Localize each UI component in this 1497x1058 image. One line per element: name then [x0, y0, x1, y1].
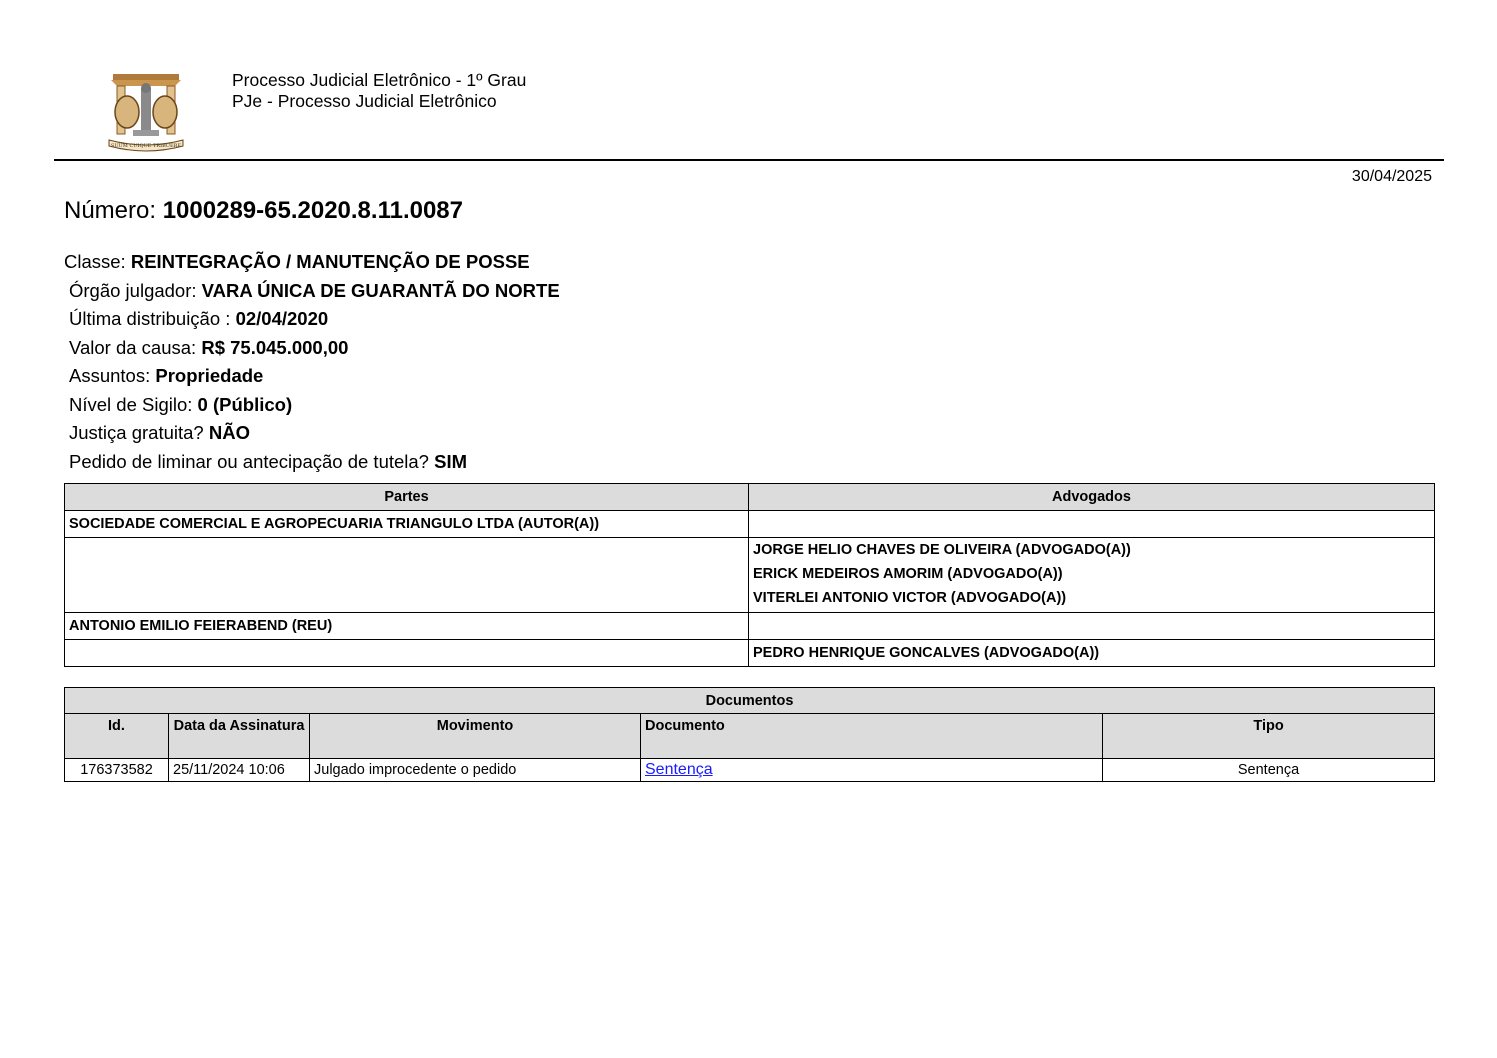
parte-autor: SOCIEDADE COMERCIAL E AGROPECUARIA TRIANGULO LTDA (AUTOR(A)) [65, 511, 749, 538]
court-logo [103, 66, 189, 152]
parte-reu: ANTONIO EMILIO FEIERABEND (REU) [65, 613, 749, 640]
field-justica-gratuita: Justiça gratuita? NÃO [69, 422, 250, 443]
advogado-name: JORGE HELIO CHAVES DE OLIVEIRA (ADVOGADO(A)) [753, 542, 1131, 558]
logo-motto: SUUM CUIQUE TRIBUERE [110, 143, 182, 149]
field-assuntos: Assuntos: Propriedade [69, 365, 264, 386]
col-documento-header: Documento [641, 714, 1103, 759]
col-tipo-header: Tipo [1103, 714, 1435, 759]
doc-id: 176373582 [65, 759, 169, 782]
doc-movimento: Julgado improcedente o pedido [310, 759, 641, 782]
advogado-name: VITERLEI ANTONIO VICTOR (ADVOGADO(A)) [753, 590, 1067, 606]
empty-cell [749, 613, 1435, 640]
table-row [65, 613, 1435, 640]
table-row [65, 759, 1435, 782]
advogado-name: ERICK MEDEIROS AMORIM (ADVOGADO(A)) [753, 566, 1063, 582]
empty-cell [749, 511, 1435, 538]
doc-tipo: Sentença [1103, 759, 1435, 782]
process-number-label: Número: [64, 197, 157, 224]
documento-link[interactable]: Sentença [645, 761, 713, 778]
system-line-1: Processo Judicial Eletrônico - 1º Grau [232, 70, 527, 90]
header-divider [54, 159, 1444, 161]
process-fields [64, 250, 560, 478]
process-number-value: 1000289-65.2020.8.11.0087 [162, 197, 463, 224]
advogado-name: PEDRO HENRIQUE GONCALVES (ADVOGADO(A)) [753, 645, 1100, 661]
system-line-2: PJe - Processo Judicial Eletrônico [232, 91, 497, 111]
reu-advogados [749, 640, 1435, 667]
system-title [232, 70, 526, 112]
col-advogados-header: Advogados [749, 484, 1435, 511]
print-date: 30/04/2025 [1351, 168, 1432, 185]
table-row [65, 640, 1435, 667]
field-ultima-distribuicao: Última distribuição : 02/04/2020 [69, 308, 329, 329]
col-id-header: Id. [65, 714, 169, 759]
partes-table [64, 483, 1435, 667]
documentos-table [64, 687, 1435, 782]
col-movimento-header: Movimento [310, 714, 641, 759]
doc-data: 25/11/2024 10:06 [169, 759, 310, 782]
field-orgao-julgador: Órgão julgador: VARA ÚNICA DE GUARANTÃ DO NORTE [69, 279, 560, 301]
empty-cell [65, 538, 749, 613]
col-partes-header: Partes [65, 484, 749, 511]
empty-cell [65, 640, 749, 667]
field-valor-causa: Valor da causa: R$ 75.045.000,00 [69, 336, 349, 358]
field-pedido-liminar: Pedido de liminar ou antecipação de tutela? SIM [69, 450, 468, 472]
col-data-header: Data da Assinatura [169, 714, 310, 759]
field-classe: Classe: REINTEGRAÇÃO / MANUTENÇÃO DE POSSE [64, 251, 530, 272]
field-nivel-sigilo: Nível de Sigilo: 0 (Público) [69, 393, 293, 415]
process-number [64, 197, 463, 225]
table-row [65, 511, 1435, 538]
documentos-caption: Documentos [65, 688, 1435, 714]
autor-advogados [749, 538, 1435, 613]
table-row [65, 538, 1435, 613]
